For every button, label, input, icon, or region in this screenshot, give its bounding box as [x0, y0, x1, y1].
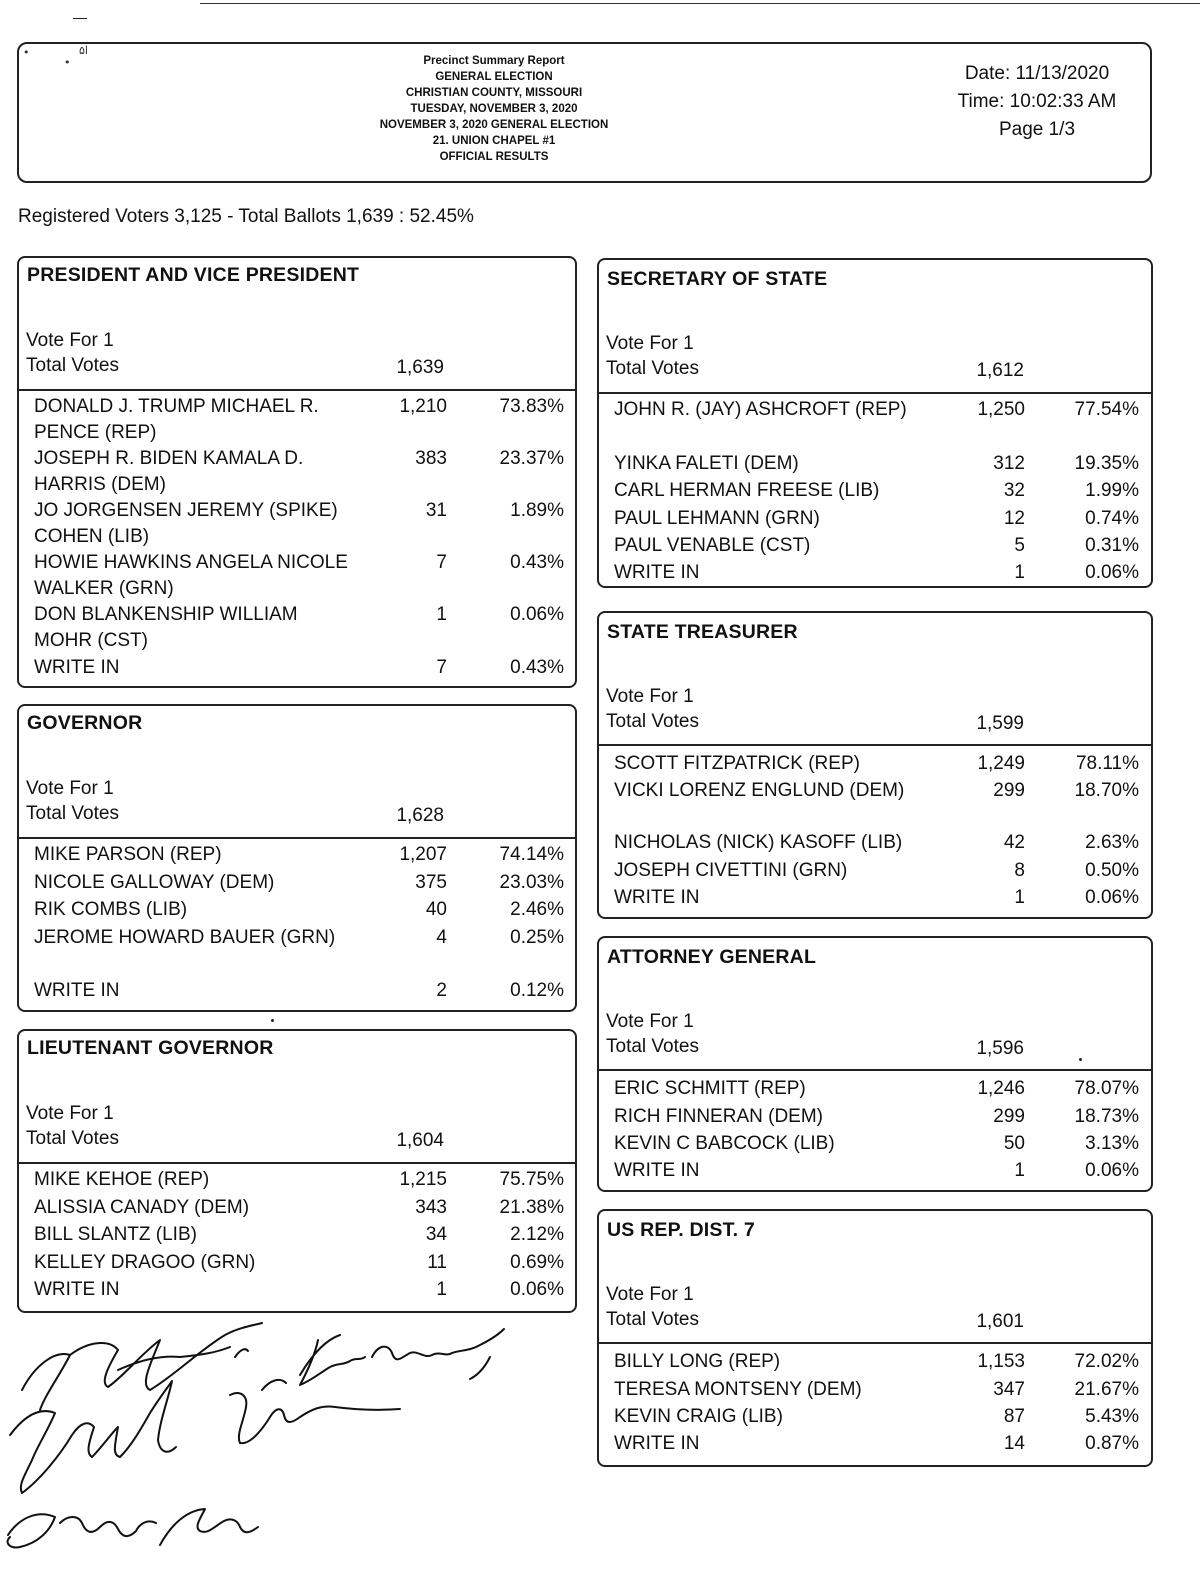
race-title: ATTORNEY GENERAL — [607, 946, 817, 968]
total-votes-value: 1,599 — [976, 713, 1024, 734]
report-header — [17, 42, 1152, 183]
candidate-name: KEVIN CRAIG (LIB) — [614, 1406, 783, 1427]
report-time: Time: 10:02:33 AM — [957, 91, 1117, 112]
candidate-percent: 73.83% — [499, 396, 564, 417]
candidate-name: WRITE IN — [614, 562, 700, 583]
race-lieutenant-governor — [17, 1029, 577, 1313]
candidate-name: BILLY LONG (REP) — [614, 1351, 781, 1372]
signatures — [0, 1295, 560, 1577]
candidate-name: KEVIN C BABCOCK (LIB) — [614, 1133, 835, 1154]
candidate-name: TERESA MONTSENY (DEM) — [614, 1379, 862, 1400]
vote-for-label: Vote For 1 — [26, 330, 114, 351]
candidate-votes: 14 — [1003, 1433, 1025, 1454]
race-title: LIEUTENANT GOVERNOR — [27, 1037, 274, 1059]
candidate-name: WRITE IN — [614, 887, 700, 908]
candidate-votes: 11 — [427, 1252, 447, 1273]
candidate-name: WRITE IN — [34, 980, 120, 1001]
stray-mark-dot: • — [64, 56, 71, 69]
header-divider — [599, 392, 1151, 394]
candidate-votes: 383 — [415, 448, 447, 469]
candidate-percent: 75.75% — [499, 1169, 564, 1190]
total-votes-value: 1,628 — [396, 805, 444, 826]
candidate-votes: 299 — [993, 1106, 1025, 1127]
candidate-name: WRITE IN — [34, 1279, 120, 1300]
page-number: Page 1/3 — [998, 119, 1076, 140]
report-date: Date: 11/13/2020 — [964, 63, 1110, 84]
candidate-votes: 312 — [993, 453, 1025, 474]
candidate-name: SCOTT FITZPATRICK (REP) — [614, 753, 860, 774]
candidate-name: DONALD J. TRUMP MICHAEL R. PENCE (REP) — [34, 396, 319, 443]
race-us-rep-dist-7 — [597, 1209, 1153, 1467]
candidate-percent: 0.06% — [510, 1279, 564, 1300]
race-state-treasurer — [597, 611, 1153, 919]
total-votes-value: 1,604 — [396, 1130, 444, 1151]
race-president-and-vice-president — [17, 256, 577, 688]
report-meta — [932, 60, 1142, 144]
vote-for-label: Vote For 1 — [606, 1011, 694, 1032]
candidate-votes: 1,215 — [399, 1169, 447, 1190]
candidate-percent: 3.13% — [1085, 1133, 1139, 1154]
candidate-percent: 21.38% — [499, 1197, 564, 1218]
candidate-percent: 0.87% — [1085, 1433, 1139, 1454]
candidate-name: NICHOLAS (NICK) KASOFF (LIB) — [614, 832, 903, 853]
candidate-name: PAUL VENABLE (CST) — [614, 535, 811, 556]
candidate-name: WRITE IN — [34, 657, 120, 678]
stray-mark: • — [23, 46, 30, 59]
candidate-percent: 0.12% — [510, 980, 564, 1001]
total-votes-label: Total Votes — [26, 355, 119, 376]
candidate-votes: 7 — [436, 552, 447, 573]
candidate-name: JOSEPH R. BIDEN KAMALA D. HARRIS (DEM) — [34, 448, 304, 495]
candidate-votes: 87 — [1003, 1406, 1025, 1427]
race-title: SECRETARY OF STATE — [607, 268, 828, 290]
race-attorney-general — [597, 936, 1153, 1192]
vote-for-label: Vote For 1 — [606, 686, 694, 707]
candidate-percent: 0.06% — [510, 604, 564, 625]
candidate-votes: 1,210 — [399, 396, 447, 417]
top-edge-line — [200, 3, 1200, 4]
candidate-percent: 1.89% — [510, 500, 564, 521]
total-votes-label: Total Votes — [26, 803, 119, 824]
header-divider — [19, 1162, 575, 1164]
candidate-percent: 2.63% — [1085, 832, 1139, 853]
vote-for-label: Vote For 1 — [26, 1103, 114, 1124]
total-votes-label: Total Votes — [26, 1128, 119, 1149]
county-name: CHRISTIAN COUNTY, MISSOURI — [405, 87, 583, 99]
total-votes-value: 1,639 — [396, 357, 444, 378]
candidate-votes: 343 — [415, 1197, 447, 1218]
precinct-name: 21. UNION CHAPEL #1 — [432, 135, 556, 147]
candidate-name: JOSEPH CIVETTINI (GRN) — [614, 860, 848, 881]
candidate-name: ALISSIA CANADY (DEM) — [34, 1197, 250, 1218]
race-secretary-of-state — [597, 258, 1153, 588]
header-divider — [19, 837, 575, 839]
registered-voters-summary: Registered Voters 3,125 - Total Ballots 1,639 : 52.45% — [18, 206, 474, 227]
candidate-name: DON BLANKENSHIP WILLIAM MOHR (CST) — [34, 604, 298, 651]
candidate-votes: 5 — [1014, 535, 1025, 556]
stray-dot — [1079, 1058, 1082, 1061]
report-title: Precinct Summary Report — [423, 55, 565, 67]
candidate-percent: 18.73% — [1074, 1106, 1139, 1127]
candidate-name: NICOLE GALLOWAY (DEM) — [34, 872, 275, 893]
candidate-percent: 0.74% — [1085, 508, 1139, 529]
candidate-votes: 1,246 — [977, 1078, 1025, 1099]
vote-for-label: Vote For 1 — [26, 778, 114, 799]
candidate-name: MIKE KEHOE (REP) — [34, 1169, 210, 1190]
candidate-votes: 12 — [1003, 508, 1025, 529]
race-title: PRESIDENT AND VICE PRESIDENT — [27, 264, 360, 286]
candidate-percent: 0.43% — [510, 657, 564, 678]
candidate-percent: 0.31% — [1085, 535, 1139, 556]
total-votes-value: 1,612 — [976, 360, 1024, 381]
stray-dash — [73, 18, 87, 19]
candidate-votes: 1,250 — [977, 399, 1025, 420]
candidate-votes: 42 — [1003, 832, 1025, 853]
header-divider — [599, 1069, 1151, 1071]
vote-for-label: Vote For 1 — [606, 1284, 694, 1305]
candidate-percent: 78.11% — [1075, 753, 1139, 774]
candidate-name: MIKE PARSON (REP) — [34, 844, 222, 865]
total-votes-label: Total Votes — [606, 358, 699, 379]
vote-for-label: Vote For 1 — [606, 333, 694, 354]
signature-3 — [10, 1380, 400, 1493]
candidate-name: ERIC SCHMITT (REP) — [614, 1078, 806, 1099]
candidate-name: KELLEY DRAGOO (GRN) — [34, 1252, 256, 1273]
candidate-name: RIK COMBS (LIB) — [34, 899, 188, 920]
candidate-votes: 32 — [1003, 480, 1025, 501]
candidate-percent: 2.12% — [510, 1224, 564, 1245]
candidate-name: JO JORGENSEN JEREMY (SPIKE) COHEN (LIB) — [34, 500, 338, 547]
candidate-votes: 1,153 — [977, 1351, 1025, 1372]
candidate-percent: 74.14% — [499, 844, 564, 865]
candidate-name: PAUL LEHMANN (GRN) — [614, 508, 820, 529]
candidate-percent: 18.70% — [1074, 780, 1139, 801]
candidate-percent: 1.99% — [1085, 480, 1139, 501]
race-title: STATE TREASURER — [607, 621, 798, 643]
report-title-block — [319, 53, 669, 165]
election-full-name: NOVEMBER 3, 2020 GENERAL ELECTION — [379, 119, 609, 131]
candidate-votes: 1 — [436, 1279, 447, 1300]
candidate-votes: 34 — [425, 1224, 447, 1245]
candidate-percent: 0.69% — [510, 1252, 564, 1273]
candidate-percent: 0.50% — [1085, 860, 1139, 881]
election-name: GENERAL ELECTION — [435, 71, 553, 83]
candidate-votes: 1 — [436, 604, 447, 625]
candidate-votes: 375 — [415, 872, 447, 893]
candidate-votes: 31 — [425, 500, 447, 521]
candidate-votes: 40 — [425, 899, 447, 920]
candidate-votes: 1 — [1014, 562, 1025, 583]
candidate-votes: 1,207 — [399, 844, 447, 865]
candidate-votes: 8 — [1014, 860, 1025, 881]
candidate-votes: 4 — [436, 927, 447, 948]
candidate-name: HOWIE HAWKINS ANGELA NICOLE WALKER (GRN) — [34, 552, 348, 599]
results-status: OFFICIAL RESULTS — [439, 151, 549, 163]
candidate-percent: 21.67% — [1074, 1379, 1139, 1400]
total-votes-value: 1,601 — [976, 1311, 1024, 1332]
candidate-percent: 0.06% — [1085, 887, 1139, 908]
candidate-name: RICH FINNERAN (DEM) — [614, 1106, 823, 1127]
header-divider — [599, 744, 1151, 746]
candidate-percent: 23.03% — [499, 872, 564, 893]
candidate-votes: 299 — [993, 780, 1025, 801]
candidate-name: YINKA FALETI (DEM) — [614, 453, 799, 474]
candidate-name: VICKI LORENZ ENGLUND (DEM) — [614, 780, 905, 801]
candidate-percent: 5.43% — [1085, 1406, 1139, 1427]
candidate-percent: 0.06% — [1085, 1160, 1139, 1181]
race-title: US REP. DIST. 7 — [607, 1219, 755, 1241]
signature-2 — [300, 1329, 504, 1385]
candidate-votes: 1,249 — [977, 753, 1025, 774]
candidate-percent: 19.35% — [1074, 453, 1139, 474]
race-governor — [17, 704, 577, 1012]
signature-1 — [22, 1323, 262, 1410]
total-votes-value: 1,596 — [976, 1038, 1024, 1059]
candidate-name: JEROME HOWARD BAUER (GRN) — [34, 927, 336, 948]
candidate-percent: 2.46% — [510, 899, 564, 920]
stray-dot — [271, 1019, 274, 1022]
candidate-votes: 1 — [1014, 887, 1025, 908]
candidate-name: JOHN R. (JAY) ASHCROFT (REP) — [614, 399, 907, 420]
total-votes-label: Total Votes — [606, 711, 699, 732]
candidate-percent: 0.43% — [510, 552, 564, 573]
candidate-percent: 72.02% — [1074, 1351, 1139, 1372]
candidate-percent: 0.06% — [1085, 562, 1139, 583]
candidate-votes: 1 — [1014, 1160, 1025, 1181]
candidate-votes: 347 — [993, 1379, 1025, 1400]
stray-mark-text: ا۵ — [79, 44, 88, 57]
election-date: TUESDAY, NOVEMBER 3, 2020 — [410, 103, 578, 115]
candidate-name: BILL SLANTZ (LIB) — [34, 1224, 197, 1245]
total-votes-label: Total Votes — [606, 1036, 699, 1057]
candidate-votes: 50 — [1003, 1133, 1025, 1154]
total-votes-label: Total Votes — [606, 1309, 699, 1330]
candidate-percent: 77.54% — [1074, 399, 1139, 420]
candidate-name: WRITE IN — [614, 1160, 700, 1181]
candidate-percent: 0.25% — [510, 927, 564, 948]
race-title: GOVERNOR — [27, 712, 143, 734]
candidate-name: WRITE IN — [614, 1433, 700, 1454]
candidate-votes: 7 — [436, 657, 447, 678]
signature-4 — [8, 1509, 258, 1547]
candidate-percent: 78.07% — [1074, 1078, 1139, 1099]
candidate-percent: 23.37% — [499, 448, 564, 469]
header-divider — [599, 1342, 1151, 1344]
candidate-votes: 2 — [436, 980, 447, 1001]
candidate-name: CARL HERMAN FREESE (LIB) — [614, 480, 880, 501]
header-divider — [19, 389, 575, 391]
